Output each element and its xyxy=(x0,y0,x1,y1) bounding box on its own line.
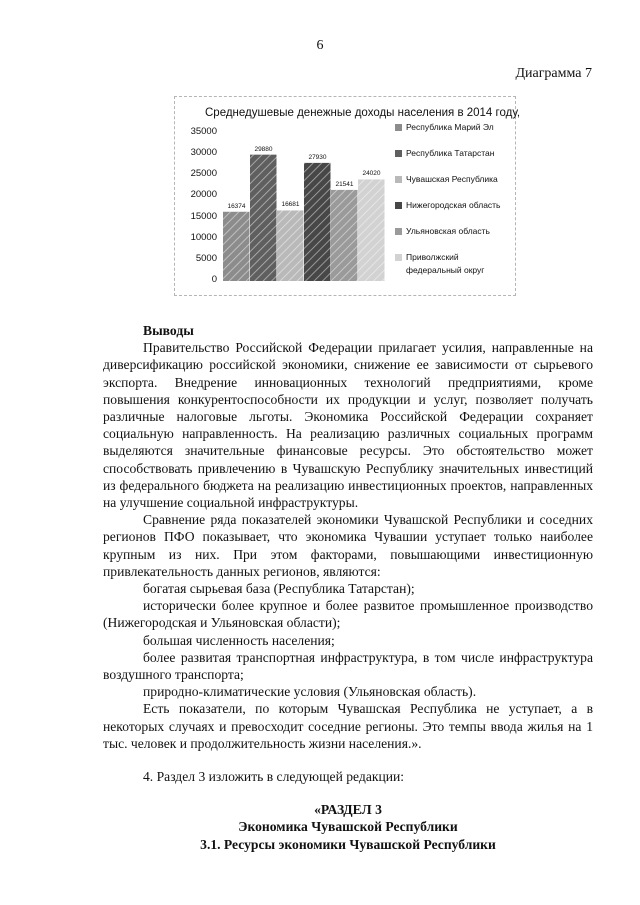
legend-label: Приволжский федеральный округ xyxy=(406,252,485,275)
legend-swatch-3 xyxy=(395,202,402,209)
legend-item xyxy=(395,225,515,238)
legend-swatch-5 xyxy=(395,254,402,261)
chart xyxy=(174,96,521,296)
diagram-label: Диаграмма 7 xyxy=(515,66,592,81)
list-item: более развитая транспортная инфраструктура, в том числе инфраструктура воздушного транспорта; xyxy=(103,649,593,683)
bar-texture xyxy=(358,179,385,281)
bar-texture xyxy=(331,190,358,281)
y-tick-label: 25000 xyxy=(190,168,217,180)
page-number: 6 xyxy=(316,38,324,53)
paragraph: Сравнение ряда показателей экономики Чувашской Республики и соседних регионов ПФО показывает, что экономика Чувашии уступает только наиболее крупным из них. При этом факторами, повышающими инвестиционную привлекательность данных регионов, являются: xyxy=(103,512,593,579)
bar-data-label: 16374 xyxy=(227,202,246,210)
legend-label: Ульяновская область xyxy=(406,226,490,236)
bar-data-label: 29880 xyxy=(254,145,273,153)
legend-swatch-2 xyxy=(395,176,402,183)
paragraph: 4. Раздел 3 изложить в следующей редакции: xyxy=(143,769,405,785)
conclusions-title: Выводы xyxy=(143,323,194,338)
y-tick-label: 15000 xyxy=(190,210,217,222)
legend-item xyxy=(395,121,515,134)
legend-label: Республика Татарстан xyxy=(406,148,495,158)
list-item: большая численность населения; xyxy=(143,632,335,648)
bar-data-label: 21541 xyxy=(335,180,354,188)
y-tick-label: 10000 xyxy=(190,231,217,243)
bar-texture xyxy=(223,212,250,281)
y-tick-label: 5000 xyxy=(195,252,217,264)
y-tick-label: 35000 xyxy=(190,126,217,137)
bar-texture xyxy=(304,163,331,281)
bar-texture xyxy=(250,155,277,281)
y-tick-label: 0 xyxy=(211,274,217,285)
bar-data-label: 16681 xyxy=(281,201,300,209)
legend-item xyxy=(395,173,515,186)
legend-item xyxy=(395,251,515,277)
bar-data-label: 24020 xyxy=(362,170,381,178)
subsection-heading: 3.1. Ресурсы экономики Чувашской Республики xyxy=(200,836,496,852)
legend-label: Республика Марий Эл xyxy=(406,122,494,132)
legend-swatch-0 xyxy=(395,124,402,131)
section-subtitle: Экономика Чувашской Республики xyxy=(238,819,458,835)
legend-swatch-4 xyxy=(395,228,402,235)
paragraph: Правительство Российской Федерации прилагает усилия, направленные на диверсификацию российской экономики, снижение ее зависимости от сырьевого экспорта. Внедрение инновационных технологий предприятиями, кроме повышения конкурентоспособности их продукции и услуг, позволяет получать различные налоговые льготы. Экономика Российской Федерации сохраняет социальную направленность. На реализацию различных социальных программ выделяются значительные финансовые ресурсы. Это обстоятельство может способствовать привлечению в Чувашскую Республику значительных инвестиций из федерального бюджета на реализацию инвестиционных проектов, направленных на улучшение социальной инфраструктуры. xyxy=(103,340,593,511)
bar-texture xyxy=(277,210,304,281)
legend-item xyxy=(395,199,515,212)
body-text xyxy=(103,322,593,853)
chart-title: Среднедушевые денежные доходы населения в 2014 году, xyxy=(205,107,521,119)
legend-swatch-1 xyxy=(395,150,402,157)
list-item: природно-климатические условия (Ульяновская область). xyxy=(143,684,477,700)
list-item: исторически более крупное и более развитое промышленное производство (Нижегородская и Ульяновская области); xyxy=(103,598,593,631)
legend-label: Чувашская Республика xyxy=(406,174,498,184)
y-tick-label: 30000 xyxy=(190,147,217,159)
y-tick-label: 20000 xyxy=(190,189,217,201)
legend-item xyxy=(395,147,515,160)
paragraph: Есть показатели, по которым Чувашская Республика не уступает, а в некоторых случаях и превосходит соседние регионы. Это темпы ввода жилья на 1 тыс. человек и продолжительность жизни населения.». xyxy=(103,701,593,751)
section-heading: «РАЗДЕЛ 3 xyxy=(314,802,382,818)
bar-data-label: 27930 xyxy=(308,153,327,161)
chart-legend xyxy=(395,121,515,290)
legend-label: Нижегородская область xyxy=(406,200,501,210)
list-item: богатая сырьевая база (Республика Татарстан); xyxy=(143,581,415,597)
